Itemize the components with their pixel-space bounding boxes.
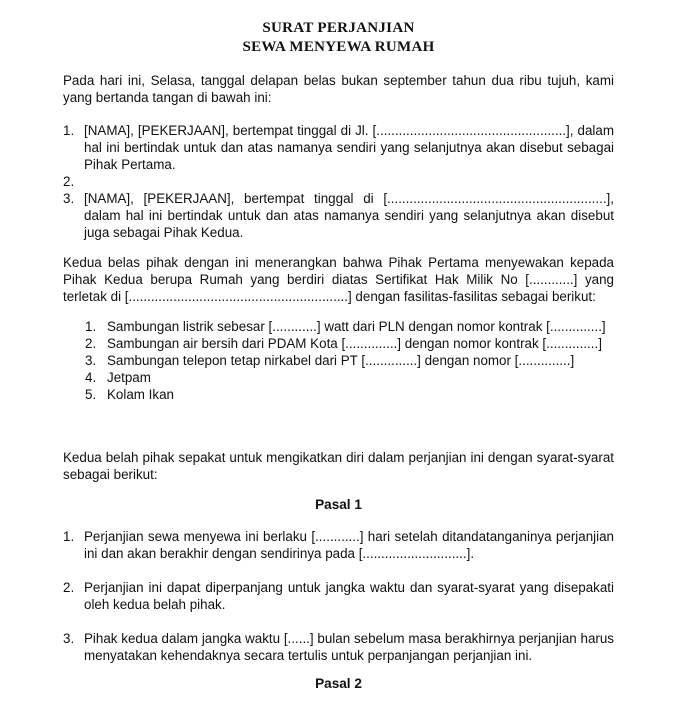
facility-text: Sambungan telepon tetap nirkabel dari PT [..............] dengan nomor [..............] xyxy=(107,353,575,368)
party-text: [NAMA], [PEKERJAAN], bertempat tinggal di Jl. [...................................................], dalam hal ini bertindak untuk dan atas namanya sendiri yang selanjutnya akan disebut sebagai Pihak Pertama. xyxy=(84,123,614,172)
facilities-list xyxy=(85,318,614,403)
clause-text: Perjanjian ini dapat diperpanjang untuk jangka waktu dan syarat-syarat yang disepakati oleh kedua belah pihak. xyxy=(84,580,614,612)
list-item xyxy=(85,318,614,335)
agreement-intro-paragraph: Kedua belah pihak sepakat untuk mengikatkan diri dalam perjanjian ini dengan syarat-syarat sebagai berikut: xyxy=(63,450,614,482)
pasal-1-heading: Pasal 1 xyxy=(315,497,362,512)
list-number: 2. xyxy=(63,580,75,595)
clause-text: Pihak kedua dalam jangka waktu [......] bulan sebelum masa berakhirnya perjanjian harus menyatakan kehendaknya secara tertulis untuk perpanjangan perjanjian ini. xyxy=(84,631,614,663)
facility-text: Sambungan air bersih dari PDAM Kota [..............] dengan nomor kontrak [..............] xyxy=(107,336,602,351)
list-number: 1. xyxy=(63,123,75,138)
list-number: 1. xyxy=(63,529,75,544)
list-item xyxy=(63,579,614,613)
facility-text: Jetpam xyxy=(107,370,151,385)
list-number: 4. xyxy=(85,370,97,385)
list-number: 2. xyxy=(85,336,97,351)
list-item xyxy=(63,122,614,173)
intro-paragraph: Pada hari ini, Selasa, tanggal delapan belas bukan september tahun dua ribu tujuh, kami yang bertanda tangan di bawah ini: xyxy=(63,73,614,105)
facility-text: Sambungan listrik sebesar [............] watt dari PLN dengan nomor kontrak [..............] xyxy=(107,319,606,334)
list-number: 3. xyxy=(63,191,75,206)
declaration-paragraph: Kedua belas pihak dengan ini menerangkan bahwa Pihak Pertama menyewakan kepada Pihak Kedua berupa Rumah yang berdiri diatas Sertifikat Hak Milik No [............] yang terletak di [...........................................................] dengan fasilitas-fasilitas sebagai berikut: xyxy=(63,255,614,304)
list-item xyxy=(63,173,614,190)
list-number: 1. xyxy=(85,319,97,334)
document-title: SURAT PERJANJIAN xyxy=(262,20,415,36)
pasal-1-list xyxy=(63,528,614,664)
list-number: 3. xyxy=(63,631,75,646)
list-item xyxy=(85,352,614,369)
facility-text: Kolam Ikan xyxy=(107,387,174,402)
list-item xyxy=(85,335,614,352)
clause-text: Perjanjian sewa menyewa ini berlaku [............] hari setelah ditandatanganinya perjanjian ini dan akan berakhir dengan sendirinya pada [............................]. xyxy=(84,529,614,561)
list-item xyxy=(63,630,614,664)
list-number: 2. xyxy=(63,174,75,189)
list-number: 5. xyxy=(85,387,97,402)
parties-list xyxy=(63,122,614,241)
list-item xyxy=(85,386,614,403)
document-subtitle: SEWA MENYEWA RUMAH xyxy=(242,39,435,55)
pasal-2-heading: Pasal 2 xyxy=(315,676,362,691)
list-item xyxy=(63,528,614,562)
list-item xyxy=(85,369,614,386)
list-item xyxy=(63,190,614,241)
list-number: 3. xyxy=(85,353,97,368)
party-text: [NAMA], [PEKERJAAN], bertempat tinggal di [...........................................................], dalam hal ini bertindak untuk dan atas namanya sendiri yang selanjutnya akan disebut juga sebagai Pihak Kedua. xyxy=(84,191,614,240)
